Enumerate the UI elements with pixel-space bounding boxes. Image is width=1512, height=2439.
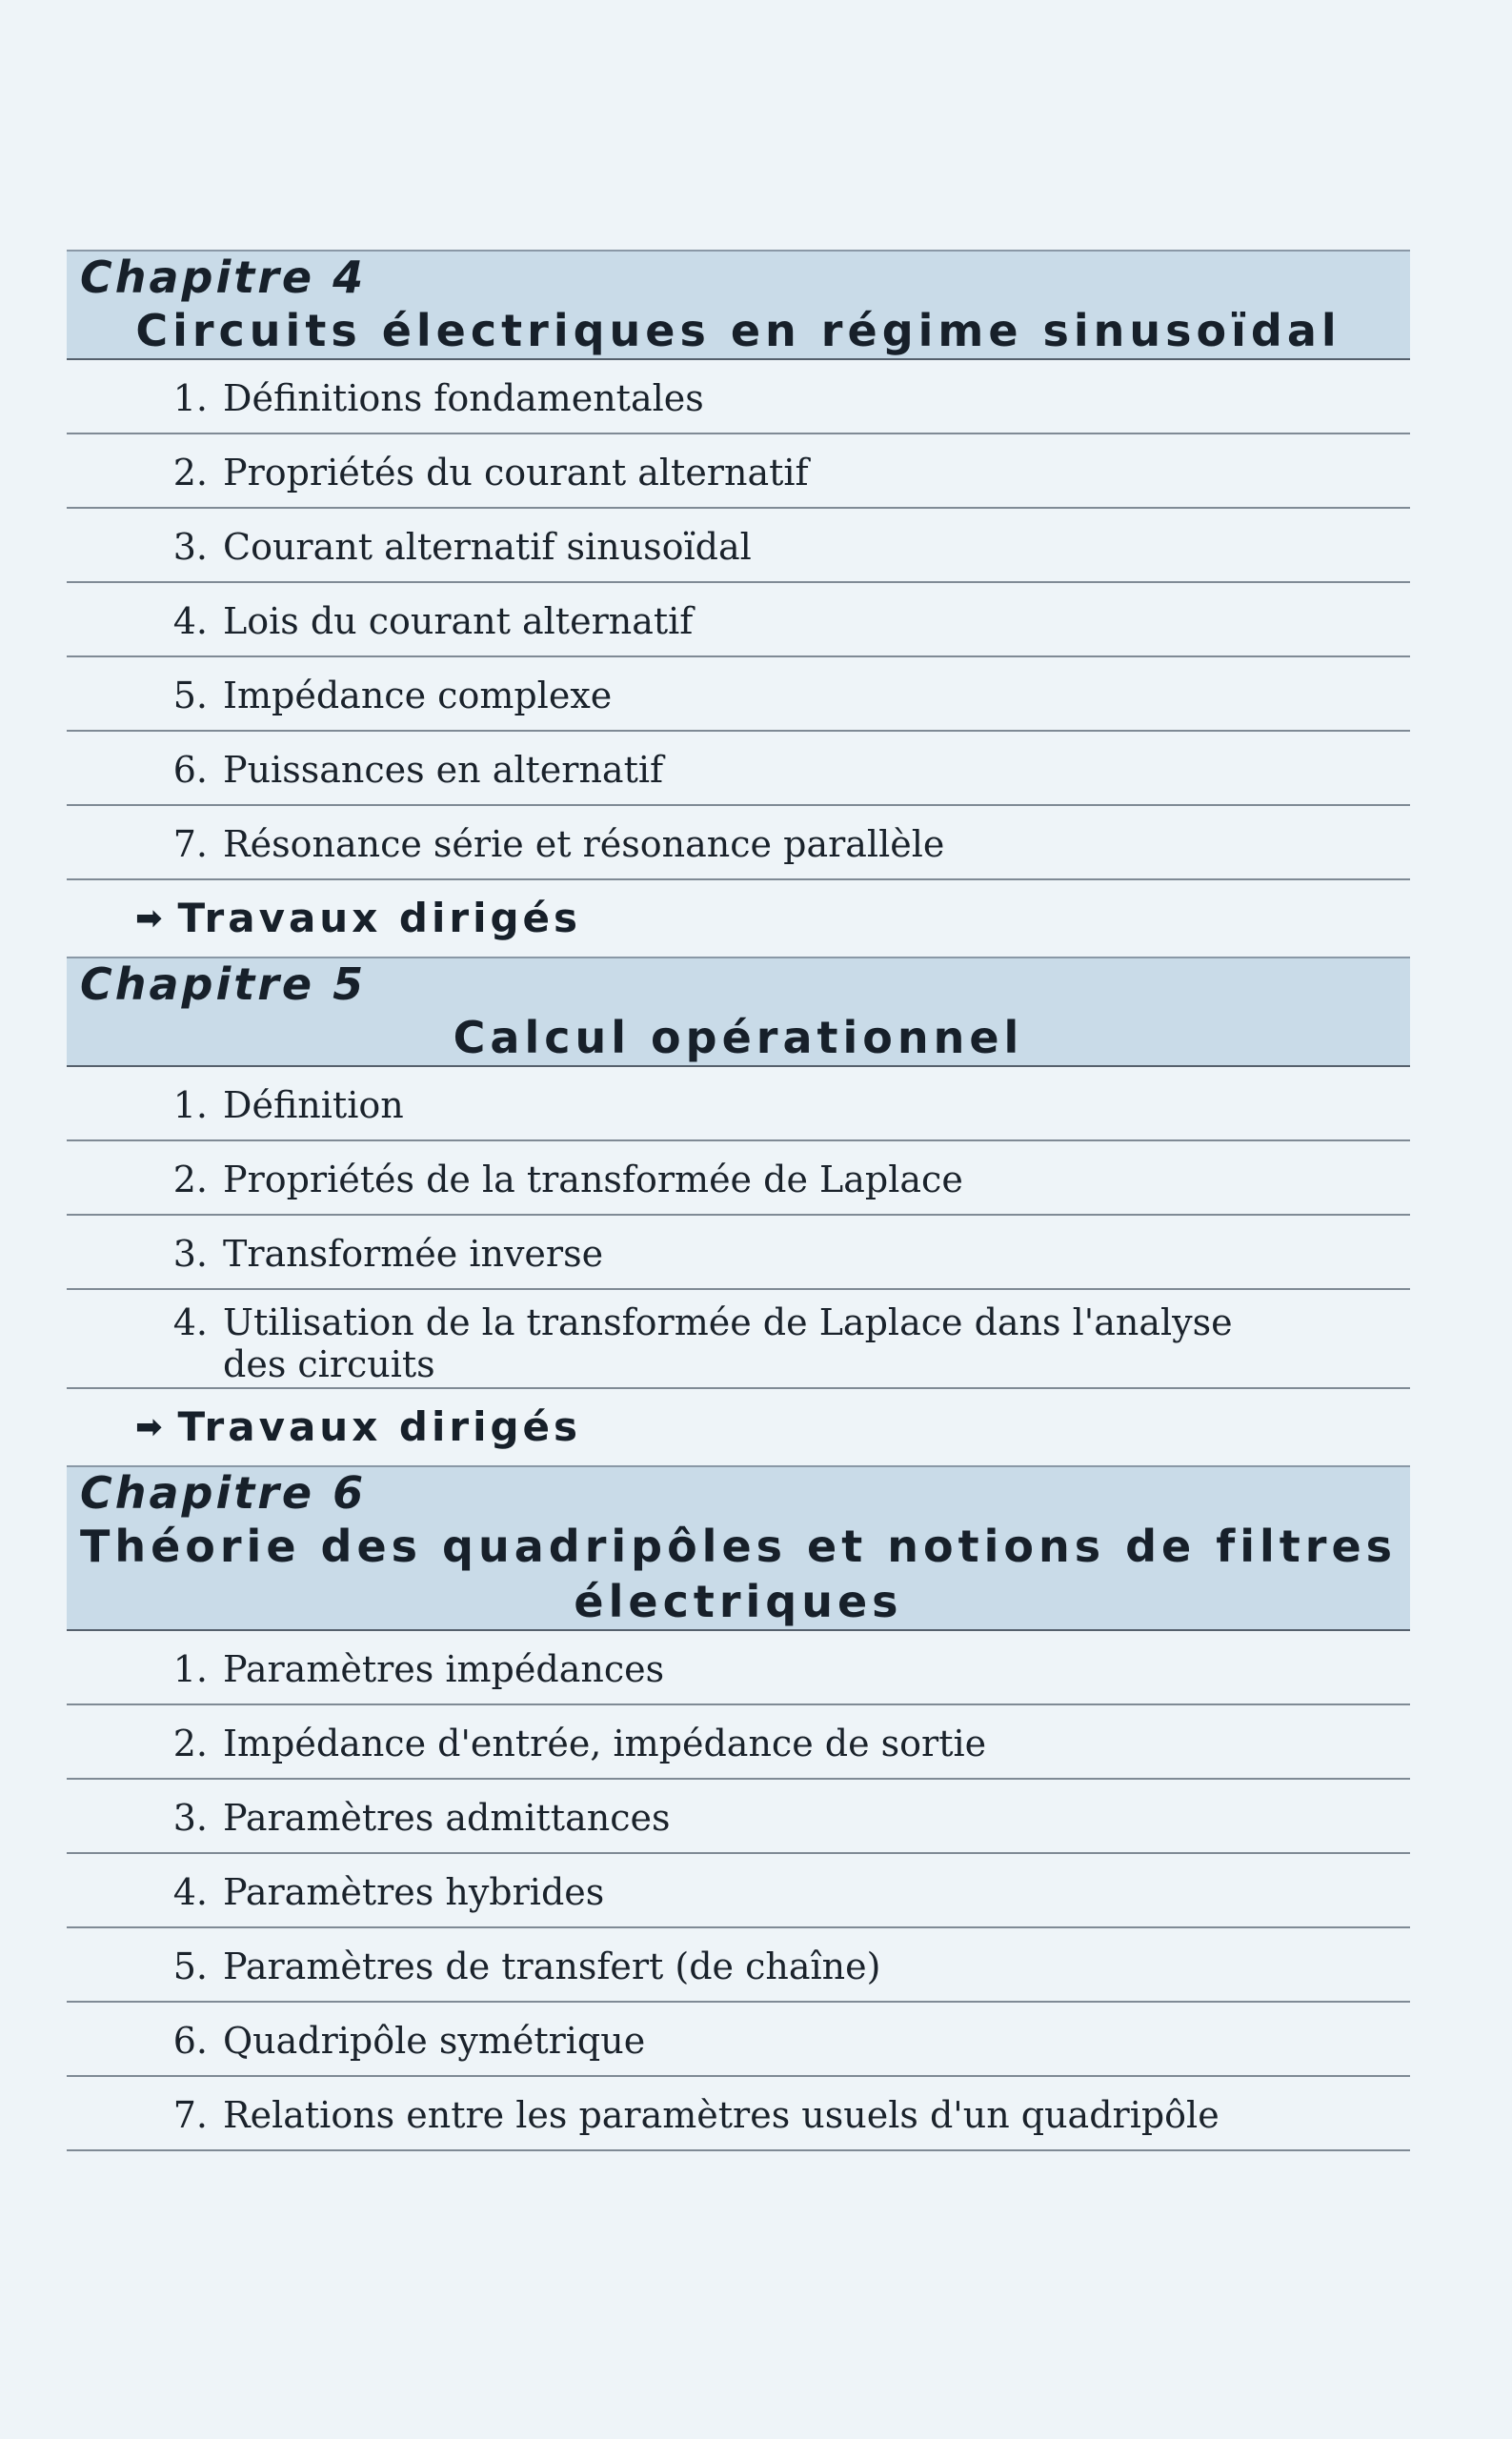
- section-number: 6.: [172, 2020, 208, 2062]
- section-title: Impédance d'entrée, impédance de sortie: [223, 1723, 987, 1764]
- section-title: Résonance série et résonance parallèle: [223, 823, 945, 865]
- travaux-diriges: [67, 1389, 1410, 1465]
- chapter-title: [67, 1519, 1410, 1629]
- chapter-block: [67, 1465, 1410, 2151]
- section-list: [67, 360, 1410, 880]
- section-item: [67, 806, 1410, 880]
- chapter-header: [67, 1465, 1410, 1631]
- chapter-label: Chapitre 6: [80, 1467, 367, 1519]
- chapter-block: [67, 957, 1410, 1465]
- section-number: 3.: [172, 1233, 208, 1275]
- chapter-block: [67, 250, 1410, 957]
- section-number: 3.: [172, 1797, 208, 1839]
- right-arrow-icon: ➡: [135, 1408, 163, 1446]
- chapter-title-line: Circuits électriques en régime sinusoïdal: [135, 305, 1341, 356]
- section-item: [67, 732, 1410, 806]
- section-number: 1.: [172, 1084, 208, 1126]
- chapter-title-line: électriques: [574, 1576, 903, 1627]
- section-title: Paramètres hybrides: [223, 1871, 605, 1913]
- section-item: [67, 583, 1410, 657]
- section-item: [67, 1928, 1410, 2003]
- section-item: [67, 657, 1410, 732]
- section-item: [67, 1216, 1410, 1290]
- chapter-label: Chapitre 4: [80, 252, 367, 303]
- section-item: [67, 1290, 1410, 1389]
- table-of-contents: [67, 250, 1410, 2151]
- section-list: [67, 1067, 1410, 1389]
- chapter-title: [67, 1010, 1410, 1065]
- section-number: 2.: [172, 1159, 208, 1200]
- section-item: [67, 434, 1410, 509]
- chapter-title-line: Théorie des quadripôles et notions de filtres: [79, 1521, 1398, 1572]
- section-title: Propriétés du courant alternatif: [223, 452, 809, 494]
- section-title: Définition: [223, 1084, 404, 1126]
- section-number: 4.: [172, 600, 208, 642]
- section-title: Paramètres impédances: [223, 1648, 665, 1690]
- section-number: 6.: [172, 749, 208, 791]
- section-number: 2.: [172, 452, 208, 494]
- section-item: [67, 360, 1410, 434]
- chapter-header: [67, 250, 1410, 360]
- section-title: Impédance complexe: [223, 675, 613, 716]
- chapter-header: [67, 957, 1410, 1067]
- right-arrow-icon: ➡: [135, 899, 163, 937]
- section-number: 4.: [172, 1871, 208, 1913]
- travaux-diriges: [67, 880, 1410, 957]
- section-number: 2.: [172, 1723, 208, 1764]
- section-title: Utilisation de la transformée de Laplace dans l'analyse des circuits: [223, 1301, 1233, 1385]
- section-item: [67, 1705, 1410, 1780]
- section-number: 5.: [172, 675, 208, 716]
- section-number: 7.: [172, 2094, 208, 2136]
- section-title: Lois du courant alternatif: [223, 600, 694, 642]
- travaux-diriges-label: Travaux dirigés: [177, 1403, 582, 1450]
- chapter-title-line: Calcul opérationnel: [453, 1012, 1024, 1063]
- section-number: 7.: [172, 823, 208, 865]
- section-item: [67, 1854, 1410, 1928]
- section-title: Définitions fondamentales: [223, 377, 704, 419]
- section-item: [67, 2003, 1410, 2077]
- section-title: Relations entre les paramètres usuels d'un quadripôle: [223, 2094, 1220, 2136]
- section-title: Propriétés de la transformée de Laplace: [223, 1159, 963, 1200]
- section-title: Courant alternatif sinusoïdal: [223, 526, 752, 568]
- section-number: 3.: [172, 526, 208, 568]
- section-title: Quadripôle symétrique: [223, 2020, 646, 2062]
- section-number: 4.: [172, 1301, 208, 1343]
- section-title: Paramètres admittances: [223, 1797, 671, 1839]
- section-title: Paramètres de transfert (de chaîne): [223, 1945, 881, 1987]
- chapter-label: Chapitre 5: [80, 958, 367, 1010]
- section-item: [67, 509, 1410, 583]
- travaux-diriges-label: Travaux dirigés: [177, 895, 582, 941]
- section-number: 5.: [172, 1945, 208, 1987]
- section-list: [67, 1631, 1410, 2151]
- chapter-title: [67, 303, 1410, 358]
- section-item: [67, 1631, 1410, 1705]
- section-item: [67, 2077, 1410, 2151]
- section-number: 1.: [172, 1648, 208, 1690]
- section-number: 1.: [172, 377, 208, 419]
- section-item: [67, 1067, 1410, 1141]
- section-title: Transformée inverse: [223, 1233, 604, 1275]
- section-item: [67, 1141, 1410, 1216]
- section-item: [67, 1780, 1410, 1854]
- section-title: Puissances en alternatif: [223, 749, 664, 791]
